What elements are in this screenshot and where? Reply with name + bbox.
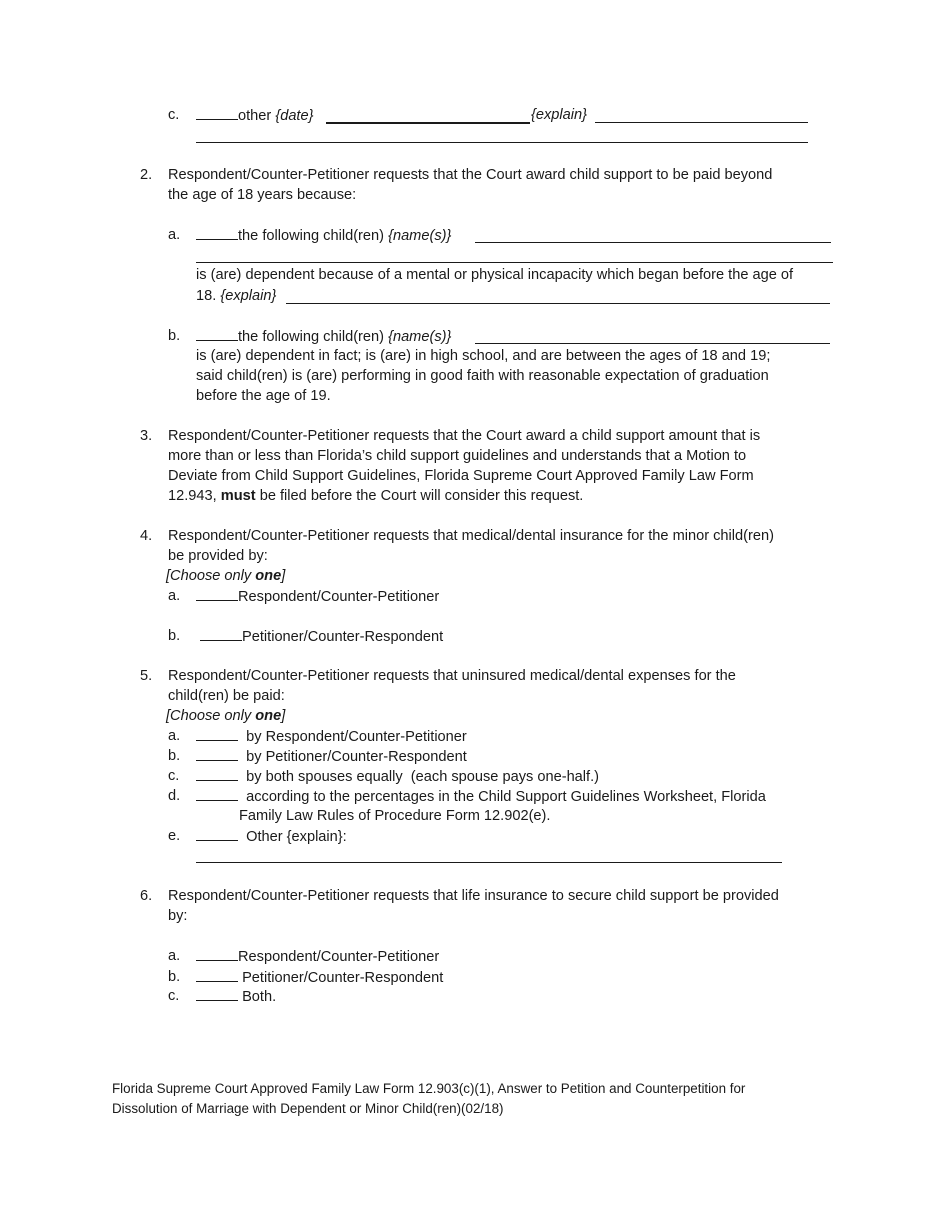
item5-text-2: child(ren) be paid: — [168, 688, 285, 704]
item6b-blank[interactable] — [196, 967, 238, 982]
item2a-names-line-2[interactable] — [196, 262, 833, 263]
item5-number: 5. — [140, 668, 153, 684]
item5b-letter: b. — [168, 748, 181, 764]
item5d-continued: Family Law Rules of Procedure Form 12.902(e). — [239, 808, 551, 824]
item4-choose-note: [Choose only one] — [166, 568, 286, 584]
item4-number: 4. — [140, 528, 153, 544]
item2-text-2: the age of 18 years because: — [168, 187, 357, 203]
item2a-blank[interactable] — [196, 225, 238, 240]
item6a-blank[interactable] — [196, 946, 238, 961]
item4-text-2: be provided by: — [168, 548, 268, 564]
item3-text-3: Deviate from Child Support Guidelines, Florida Supreme Court Approved Family Law Form — [168, 468, 754, 484]
item5d-option: according to the percentages in the Child Support Guidelines Worksheet, Florida — [196, 786, 766, 807]
item6a-letter: a. — [168, 948, 181, 964]
item2a-label: the following child(ren) — [238, 228, 385, 244]
item4b-blank[interactable] — [200, 626, 242, 641]
item5d-letter: d. — [168, 788, 181, 804]
item2a-line — [196, 225, 451, 246]
item5-text-1: Respondent/Counter-Petitioner requests that uninsured medical/dental expenses for the — [168, 668, 736, 684]
item5e-letter: e. — [168, 828, 181, 844]
item2b-hint: {name(s)} — [388, 329, 452, 345]
item3-text-1: Respondent/Counter-Petitioner requests that the Court award a child support amount that is — [168, 428, 761, 444]
item2b-names-field[interactable] — [475, 343, 830, 344]
item3-text-4: 12.943, must be filed before the Court will consider this request. — [168, 488, 584, 504]
item5c-letter: c. — [168, 768, 180, 784]
item6c-letter: c. — [168, 988, 180, 1004]
item-c-letter: c. — [168, 107, 180, 123]
item2a-letter: a. — [168, 227, 181, 243]
item2a-text-4: 18. {explain} — [196, 288, 277, 304]
item6b-option: Petitioner/Counter-Respondent — [196, 967, 443, 988]
item2a-explain-field[interactable] — [286, 303, 830, 304]
item4a-blank[interactable] — [196, 586, 238, 601]
item-c-explain-field[interactable] — [595, 122, 808, 123]
item3-text-2: more than or less than Florida’s child support guidelines and understands that a Motion to — [168, 448, 747, 464]
item5c-option: by both spouses equally (each spouse pays one-half.) — [196, 766, 599, 787]
item2b-text-4: before the age of 19. — [196, 388, 331, 404]
item4-text-1: Respondent/Counter-Petitioner requests that medical/dental insurance for the minor child(ren) — [168, 528, 774, 544]
item5b-blank[interactable] — [196, 746, 238, 761]
item3-number: 3. — [140, 428, 153, 444]
item2a-names-field[interactable] — [475, 242, 831, 243]
item-c-explain-line-2[interactable] — [196, 142, 808, 143]
item-c-explain-hint: {explain} — [531, 107, 587, 123]
item6c-blank[interactable] — [196, 986, 238, 1001]
item5a-blank[interactable] — [196, 726, 238, 741]
item5-choose-note: [Choose only one] — [166, 708, 286, 724]
item4b-letter: b. — [168, 628, 181, 644]
item5a-letter: a. — [168, 728, 181, 744]
item-c-date-hint: {date} — [275, 108, 314, 124]
item-c-blank[interactable] — [196, 105, 238, 120]
item-c-date-field[interactable] — [326, 122, 530, 124]
item-c-line — [196, 105, 313, 126]
item2-text-1: Respondent/Counter-Petitioner requests that the Court award child support to be paid beyond — [168, 167, 773, 183]
item5e-blank[interactable] — [196, 826, 238, 841]
item4a-option: Respondent/Counter-Petitioner — [196, 586, 439, 607]
item-c-label: other — [238, 108, 272, 124]
item5d-blank[interactable] — [196, 786, 238, 801]
item5e-option: Other {explain}: — [196, 826, 347, 847]
item2-number: 2. — [140, 167, 153, 183]
item2a-hint: {name(s)} — [388, 228, 452, 244]
item4b-option: Petitioner/Counter-Respondent — [200, 626, 443, 647]
item6a-option: Respondent/Counter-Petitioner — [196, 946, 439, 967]
item2b-text-2: is (are) dependent in fact; is (are) in high school, and are between the ages of 18 and 19; — [196, 348, 771, 364]
footer-line-2: Dissolution of Marriage with Dependent or Minor Child(ren)(02/18) — [112, 1101, 504, 1116]
item5a-option: by Respondent/Counter-Petitioner — [196, 726, 467, 747]
item5c-blank[interactable] — [196, 766, 238, 781]
item4a-letter: a. — [168, 588, 181, 604]
item6-number: 6. — [140, 888, 153, 904]
page-footer — [112, 1079, 745, 1119]
item2b-blank[interactable] — [196, 326, 238, 341]
item6-text-2: by: — [168, 908, 188, 924]
item2b-label: the following child(ren) — [238, 329, 385, 345]
item2b-line — [196, 326, 451, 347]
item2b-letter: b. — [168, 328, 181, 344]
item6c-option: Both. — [196, 986, 276, 1007]
item6b-letter: b. — [168, 969, 181, 985]
footer-line-1: Florida Supreme Court Approved Family Law Form 12.903(c)(1), Answer to Petition and Counterpetition for — [112, 1081, 746, 1096]
item2a-text-3: is (are) dependent because of a mental or physical incapacity which began before the age of — [196, 267, 794, 283]
item6-text-1: Respondent/Counter-Petitioner requests that life insurance to secure child support be provided — [168, 888, 779, 904]
item5e-explain-field[interactable] — [196, 862, 782, 863]
item2b-text-3: said child(ren) is (are) performing in good faith with reasonable expectation of graduation — [196, 368, 769, 384]
item5b-option: by Petitioner/Counter-Respondent — [196, 746, 467, 767]
